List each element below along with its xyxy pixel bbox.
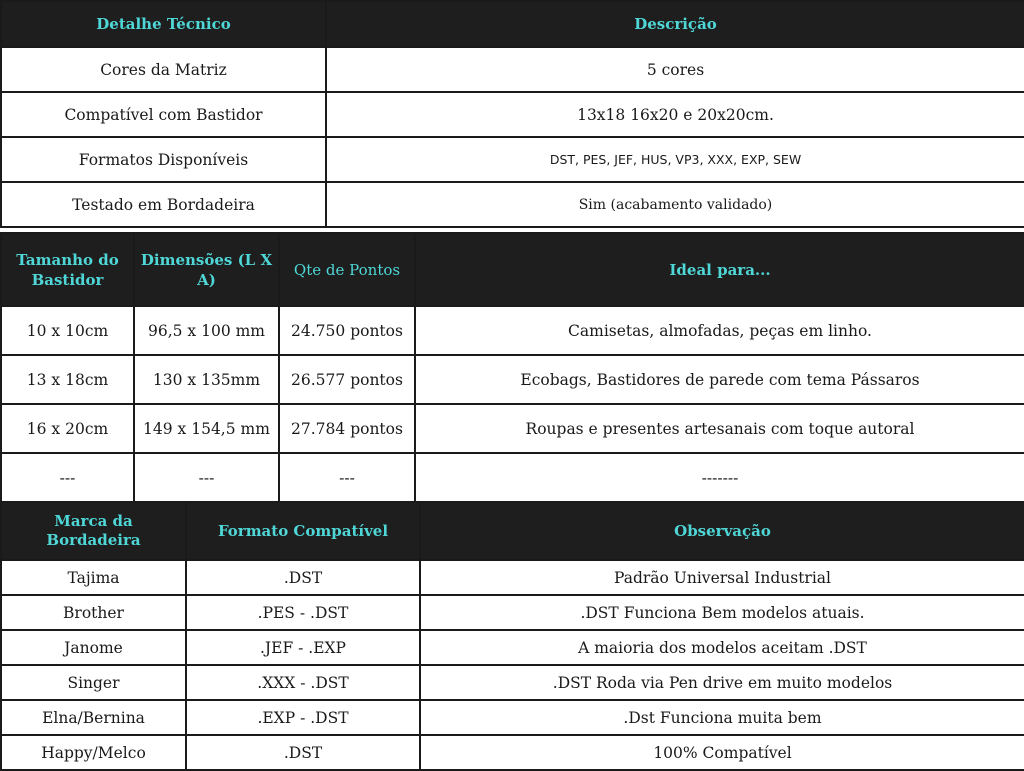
table-cell: Compatível com Bastidor	[1, 92, 326, 137]
table-cell: 10 x 10cm	[1, 306, 134, 355]
table-cell: Brother	[1, 595, 186, 630]
table-cell: Singer	[1, 665, 186, 700]
table-cell: Formatos Disponíveis	[1, 137, 326, 182]
table-cell: 13 x 18cm	[1, 355, 134, 404]
table-cell: 27.784 pontos	[279, 404, 415, 453]
table-cell: .JEF - .EXP	[186, 630, 420, 665]
table-row	[1, 137, 1024, 182]
table-header-row	[1, 1, 1024, 47]
table-cell: 26.577 pontos	[279, 355, 415, 404]
table-cell: 100% Compatível	[420, 735, 1024, 770]
table-cell: Padrão Universal Industrial	[420, 560, 1024, 595]
table-cell: .DST Roda via Pen drive em muito modelos	[420, 665, 1024, 700]
table-cell: Roupas e presentes artesanais com toque autoral	[415, 404, 1024, 453]
table-cell: .DST	[186, 735, 420, 770]
table-cell: Ecobags, Bastidores de parede com tema Pássaros	[415, 355, 1024, 404]
header-marca-bordadeira: Marca da Bordadeira	[1, 502, 186, 560]
table-cell: ---	[1, 453, 134, 502]
table-row	[1, 665, 1024, 700]
table-cell: -------	[415, 453, 1024, 502]
table-row	[1, 47, 1024, 92]
header-qte-pontos: Qte de Pontos	[279, 233, 415, 306]
table-cell: .DST Funciona Bem modelos atuais.	[420, 595, 1024, 630]
table-cell: ---	[279, 453, 415, 502]
table-cell: .EXP - .DST	[186, 700, 420, 735]
header-observacao: Observação	[420, 502, 1024, 560]
table-cell: 13x18 16x20 e 20x20cm.	[326, 92, 1024, 137]
table-row	[1, 404, 1024, 453]
table-header-row	[1, 233, 1024, 306]
header-tamanho-bastidor: Tamanho do Bastidor	[1, 233, 134, 306]
table-row	[1, 595, 1024, 630]
table-cell: .DST	[186, 560, 420, 595]
table-row	[1, 700, 1024, 735]
table-cell: .PES - .DST	[186, 595, 420, 630]
table-cell: 24.750 pontos	[279, 306, 415, 355]
header-detalhe-tecnico: Detalhe Técnico	[1, 1, 326, 47]
table-row	[1, 306, 1024, 355]
table-cell: 5 cores	[326, 47, 1024, 92]
table-cell: Happy/Melco	[1, 735, 186, 770]
table-row	[1, 735, 1024, 770]
table-cell: Testado em Bordadeira	[1, 182, 326, 227]
machine-brands-table	[0, 501, 1024, 771]
table-row	[1, 92, 1024, 137]
table-row	[1, 630, 1024, 665]
table-cell: DST, PES, JEF, HUS, VP3, XXX, EXP, SEW	[326, 137, 1024, 182]
hoop-sizes-table	[0, 232, 1024, 503]
header-descricao: Descrição	[326, 1, 1024, 47]
table-cell: Camisetas, almofadas, peças em linho.	[415, 306, 1024, 355]
table-row	[1, 560, 1024, 595]
table-cell: .XXX - .DST	[186, 665, 420, 700]
table-row	[1, 453, 1024, 502]
header-formato-compativel: Formato Compatível	[186, 502, 420, 560]
table-cell: Elna/Bernina	[1, 700, 186, 735]
header-dimensoes: Dimensões (L X A)	[134, 233, 279, 306]
table-cell: 130 x 135mm	[134, 355, 279, 404]
table-cell: 149 x 154,5 mm	[134, 404, 279, 453]
table-cell: 16 x 20cm	[1, 404, 134, 453]
table-cell: Janome	[1, 630, 186, 665]
table-cell: ---	[134, 453, 279, 502]
header-ideal-para: Ideal para...	[415, 233, 1024, 306]
table-row	[1, 355, 1024, 404]
table-cell: Tajima	[1, 560, 186, 595]
table-cell: A maioria dos modelos aceitam .DST	[420, 630, 1024, 665]
table-cell: Sim (acabamento validado)	[326, 182, 1024, 227]
table-row	[1, 182, 1024, 227]
table-cell: Cores da Matriz	[1, 47, 326, 92]
table-cell: .Dst Funciona muita bem	[420, 700, 1024, 735]
table-cell: 96,5 x 100 mm	[134, 306, 279, 355]
table-header-row	[1, 502, 1024, 560]
technical-details-table	[0, 0, 1024, 228]
